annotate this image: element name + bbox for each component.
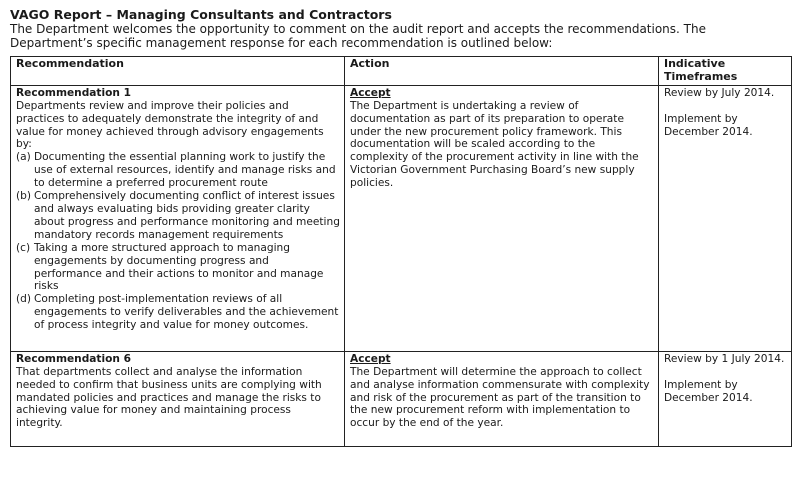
action-text: The Department is undertaking a review of documentation as part of its preparation to operate under the new procurement policy framework. This documentation will be scaled according to the complexity of the procurement activity in line with the Victorian Government Purchasing Board’s new supply policies. bbox=[350, 99, 639, 190]
list-item-text: Taking a more structured approach to managing engagements by documenting progress and performance and their actions to monitor and manage risks bbox=[34, 241, 324, 293]
recommendation-cell bbox=[11, 351, 345, 446]
list-marker: (a) bbox=[16, 151, 31, 164]
action-cell bbox=[345, 85, 659, 351]
accept-label: Accept bbox=[350, 86, 391, 99]
implement-timeframe: Implement by December 2014. bbox=[664, 378, 753, 404]
review-timeframe: Review by 1 July 2014. bbox=[664, 352, 785, 365]
list-item-text: Documenting the essential planning work to justify the use of external resources, identify and manage risks and to determine a preferred procurement route bbox=[34, 151, 336, 190]
list-item bbox=[16, 293, 340, 332]
timeframe-cell bbox=[659, 85, 792, 351]
list-marker: (d) bbox=[16, 293, 31, 306]
list-item bbox=[16, 242, 340, 294]
recommendation-text: Departments review and improve their policies and practices to adequately demonstrate the integrity of and value for money achieved through advisory engagements by: bbox=[16, 99, 324, 151]
action-text: The Department will determine the approach to collect and analyse information commensurate with complexity and risk of the procurement as part of the transition to the new procurement reform with implementation to occur by the end of the year. bbox=[350, 365, 650, 430]
recommendation-cell bbox=[11, 85, 345, 351]
recommendation-title: Recommendation 1 bbox=[16, 86, 132, 99]
document-page bbox=[10, 7, 790, 447]
recommendation-title: Recommendation 6 bbox=[16, 352, 132, 365]
table-header-row bbox=[11, 57, 792, 86]
column-header-recommendation: Recommendation bbox=[11, 57, 345, 86]
list-marker: (c) bbox=[16, 241, 31, 254]
list-marker: (b) bbox=[16, 190, 31, 203]
list-item bbox=[16, 151, 340, 190]
list-item-text: Completing post-implementation reviews of all engagements to verify deliverables and the achievement of process integrity and value for money outcomes. bbox=[34, 293, 339, 332]
list-item bbox=[16, 190, 340, 242]
recommendations-table bbox=[10, 56, 792, 447]
implement-timeframe: Implement by December 2014. bbox=[664, 112, 753, 138]
intro-paragraph: The Department welcomes the opportunity to comment on the audit report and accepts the recommendations. The Department’s specific management response for each recommendation is outlined below: bbox=[10, 22, 706, 50]
recommendation-list bbox=[16, 151, 340, 332]
list-item-text: Comprehensively documenting conflict of interest issues and always evaluating bids providing greater clarity about progress and performance monitoring and meeting mandatory records management requirements bbox=[34, 190, 340, 241]
table-row bbox=[11, 85, 792, 351]
action-cell bbox=[345, 351, 659, 446]
column-header-timeframes: Indicative Timeframes bbox=[659, 57, 792, 86]
document-title: VAGO Report – Managing Consultants and Contractors bbox=[10, 7, 392, 22]
timeframe-cell bbox=[659, 351, 792, 446]
column-header-action: Action bbox=[345, 57, 659, 86]
accept-label: Accept bbox=[350, 352, 391, 365]
review-timeframe: Review by July 2014. bbox=[664, 86, 775, 99]
recommendation-text: That departments collect and analyse the information needed to confirm that business units are complying with mandated policies and practices and manage the risks to achieving value for money and maintaining process integrity. bbox=[16, 365, 322, 430]
table-row bbox=[11, 351, 792, 446]
